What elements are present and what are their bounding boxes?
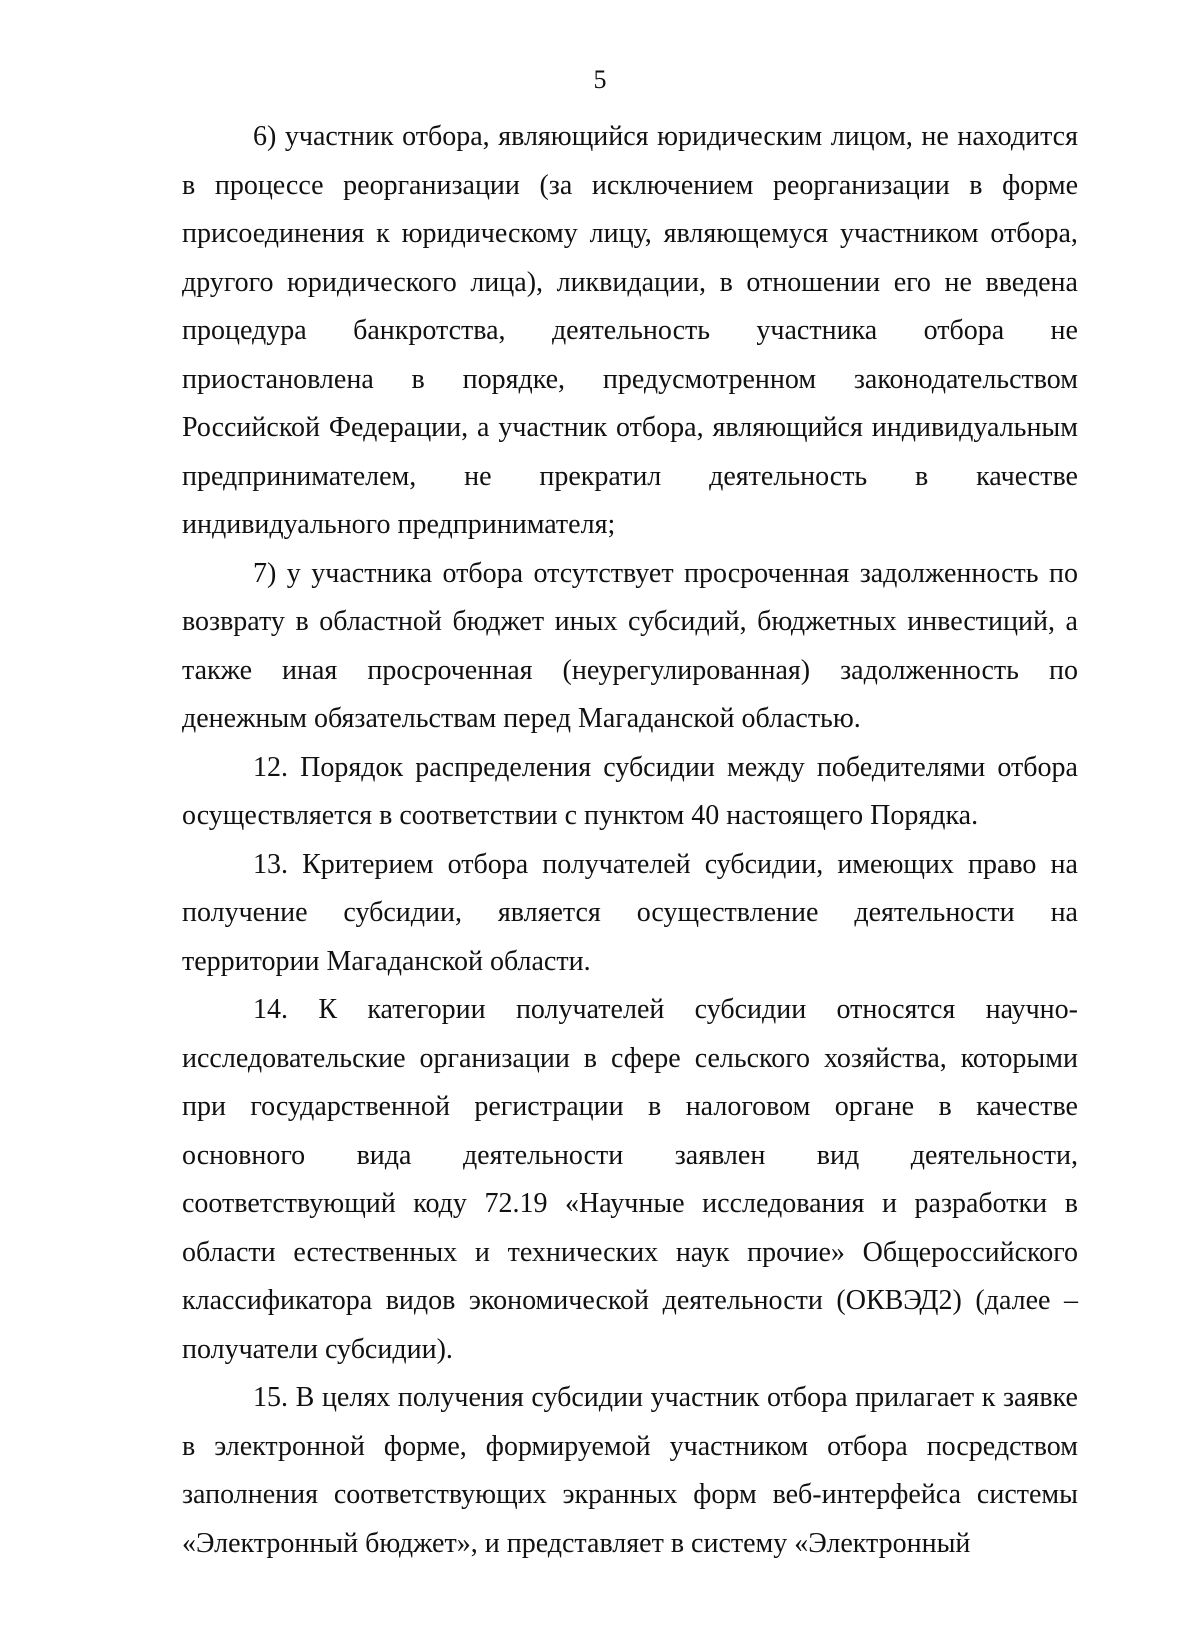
word: иных (554, 606, 618, 637)
word: форме (1002, 169, 1078, 201)
text-line (182, 1035, 1078, 1084)
word: задолженность (859, 557, 1039, 589)
word: 13. (253, 848, 288, 880)
paragraph-p7 (182, 550, 1078, 744)
word: задолженность (840, 654, 1019, 686)
word: и (474, 1236, 490, 1268)
word: деятельность (709, 460, 868, 492)
word: наук (675, 1236, 730, 1268)
word: деятельность (551, 315, 711, 346)
word: процессе (214, 169, 324, 201)
word: его (893, 266, 931, 298)
word: качестве (976, 1091, 1078, 1122)
text-line (182, 1277, 1078, 1326)
word: разработки (914, 1188, 1048, 1219)
word: 12. (253, 751, 288, 783)
word: в (938, 1091, 952, 1122)
word: индивидуального (182, 509, 398, 540)
text-line (182, 1423, 1078, 1472)
word: (неурегулированная) (562, 654, 811, 686)
word: является (497, 897, 601, 928)
word: 7) (253, 557, 277, 589)
word: Магаданской (577, 703, 742, 734)
text-line (182, 307, 1078, 356)
word: целях (321, 1382, 391, 1413)
word: участником (840, 218, 979, 249)
word: государственной (250, 1091, 450, 1122)
word: возврату (182, 606, 285, 637)
word: субсидии (531, 1382, 643, 1413)
word: участник (284, 121, 394, 152)
word: системы (976, 1479, 1078, 1510)
word: на (1050, 897, 1078, 928)
word: отбора (827, 1430, 908, 1462)
word: право (967, 848, 1037, 880)
word: при (182, 1091, 226, 1122)
word: сельского (694, 1042, 811, 1074)
word: не (921, 121, 949, 152)
word: Критерием (302, 848, 434, 880)
word: отсутствует (533, 557, 674, 589)
word: к (981, 1382, 996, 1413)
word: – (1064, 1285, 1078, 1316)
word: (ОКВЭД2) (836, 1285, 962, 1316)
word: распределения (415, 751, 592, 783)
word: Федерации, (328, 412, 469, 443)
word: участник (498, 412, 608, 443)
word: не (944, 266, 972, 298)
word: систему (691, 1527, 795, 1559)
word: заполнения (182, 1479, 318, 1510)
text-line (182, 259, 1078, 308)
word: предусмотренном (602, 363, 817, 395)
word: по (1048, 654, 1078, 686)
word: порядке, (462, 363, 566, 395)
paragraph-p14 (182, 986, 1078, 1374)
word: соответствии (399, 800, 565, 831)
word: участника (311, 557, 433, 589)
word: на (1050, 848, 1078, 880)
word: посредством (926, 1430, 1078, 1462)
word: также (182, 654, 253, 686)
text-line (182, 1083, 1078, 1132)
document-body (182, 113, 1078, 1568)
word: получателей (542, 848, 691, 880)
word: вид (816, 1139, 860, 1171)
word: вида (356, 1139, 412, 1171)
text-line (182, 1180, 1078, 1229)
paragraph-p13 (182, 841, 1078, 987)
word: в (915, 460, 929, 492)
text-line (182, 1471, 1078, 1520)
word: организации (419, 1042, 570, 1074)
word: в (670, 1527, 692, 1559)
word: территории (182, 945, 327, 977)
word: деятельности, (910, 1139, 1078, 1171)
word: отбора, (616, 412, 704, 443)
text-line (182, 647, 1078, 696)
word: отбора, (402, 121, 490, 152)
text-line (182, 210, 1078, 259)
word: прилагает (855, 1382, 975, 1413)
word: субсидии (603, 751, 715, 783)
word: субсидий, (628, 606, 747, 637)
text-line (182, 162, 1078, 211)
word: отбора (997, 751, 1078, 783)
word: отбора, (990, 218, 1078, 249)
word: присоединения (182, 218, 365, 249)
word: не (464, 460, 492, 492)
text-line (182, 501, 1078, 550)
word: видов (385, 1285, 456, 1316)
word: исключением (591, 169, 754, 201)
word: деятельности (854, 897, 1015, 928)
word: в (295, 606, 309, 637)
text-line (182, 1374, 1078, 1423)
text-line (182, 841, 1078, 890)
word: «Электронный (182, 1527, 366, 1559)
word: субсидии, (343, 897, 462, 928)
word: предпринимателем, (182, 460, 417, 492)
word: Российской (182, 412, 320, 443)
word: другого (182, 266, 274, 298)
text-line (182, 695, 1078, 744)
text-line (182, 1520, 1078, 1569)
word: 6) (253, 121, 277, 152)
word: участник (650, 1382, 760, 1413)
word: отбора (923, 315, 1005, 346)
word: у (286, 557, 301, 589)
word: лицу, (589, 218, 652, 249)
text-line (182, 744, 1078, 793)
word: законодательством (853, 363, 1078, 395)
text-line (182, 938, 1078, 987)
word: форме, (383, 1430, 467, 1462)
paragraph-p12 (182, 744, 1078, 841)
word: индивидуальным (871, 412, 1078, 443)
word: регистрации (474, 1091, 624, 1122)
word: экранных (562, 1479, 678, 1510)
word: (за (539, 169, 573, 201)
word: к (376, 218, 390, 249)
word: области. (489, 945, 591, 977)
word: «Электронный (794, 1527, 971, 1559)
word: между (726, 751, 805, 783)
word: Порядка. (870, 800, 979, 831)
word: отбора (442, 557, 524, 589)
word: реорганизации (343, 169, 520, 201)
word: в (379, 800, 400, 831)
word: лицом, (830, 121, 913, 152)
word: В (295, 1382, 315, 1413)
word: являющемуся (663, 218, 829, 249)
word: получатели (182, 1333, 325, 1365)
word: отбора (766, 1382, 848, 1413)
word: юридическим (657, 121, 823, 152)
word: коду (413, 1188, 467, 1219)
word: представляет (506, 1527, 671, 1559)
word: в (719, 266, 733, 298)
word: денежным (182, 703, 314, 734)
word: предпринимателя; (397, 509, 616, 540)
word: 40 (691, 800, 727, 831)
word: деятельности (662, 1285, 823, 1316)
word: классификатора (182, 1285, 373, 1316)
word: в (969, 169, 983, 201)
word: ликвидации, (556, 266, 706, 298)
word: качестве (976, 460, 1078, 492)
word: бюджет (452, 606, 545, 637)
word: с (564, 800, 585, 831)
word: осуществляется (182, 800, 380, 831)
word: в (182, 1430, 196, 1462)
word: исследовательские (182, 1042, 406, 1074)
word: пунктом (584, 800, 692, 831)
word: соответствующий (182, 1188, 396, 1219)
word: приостановлена (182, 363, 374, 395)
word: юридического (287, 266, 457, 298)
word: областью. (741, 703, 861, 734)
word: относятся (836, 994, 956, 1025)
text-line (182, 113, 1078, 162)
word: не (1050, 315, 1078, 346)
word: областной (319, 606, 442, 637)
word: 72.19 (484, 1188, 548, 1219)
word: основного (182, 1139, 306, 1171)
word: имеющих (837, 848, 954, 880)
word: осуществление (636, 897, 819, 928)
word: и (484, 1527, 507, 1559)
word: инвестиций, (907, 606, 1055, 637)
word: заявке (1002, 1382, 1078, 1413)
word: введена (985, 266, 1078, 298)
word: естественных (293, 1236, 458, 1268)
word: в (182, 169, 196, 201)
word: и (881, 1188, 897, 1219)
word: юридическому (401, 218, 578, 249)
text-line (182, 598, 1078, 647)
text-line (182, 792, 1078, 841)
word: налоговом (685, 1091, 811, 1122)
text-line (182, 1229, 1078, 1278)
word: а (1065, 606, 1078, 637)
word: (далее (975, 1285, 1051, 1316)
word: получения (397, 1382, 524, 1413)
word: соответствующих (333, 1479, 547, 1510)
word: 14. (253, 994, 288, 1025)
word: органе (834, 1091, 915, 1122)
word: области (182, 1236, 276, 1268)
word: перед (503, 703, 578, 734)
word: технических (507, 1236, 659, 1268)
word: обязательствам (313, 703, 504, 734)
text-line (182, 986, 1078, 1035)
word: реорганизации (772, 169, 950, 201)
word: получение (182, 897, 308, 928)
text-line (182, 404, 1078, 453)
word: Общероссийского (862, 1236, 1078, 1268)
word: в (583, 1042, 597, 1074)
word: находится (957, 121, 1078, 152)
word: электронной (214, 1430, 365, 1462)
text-line (182, 550, 1078, 599)
word: 15. (253, 1382, 288, 1413)
word: банкротства, (353, 315, 506, 346)
word: лица), (470, 266, 544, 298)
word: просроченная (367, 654, 533, 686)
word: Магаданской (326, 945, 490, 977)
word: в (648, 1091, 662, 1122)
word: в (1064, 1188, 1078, 1219)
word: исследования (702, 1188, 865, 1219)
word: субсидии). (325, 1333, 453, 1365)
text-line (182, 453, 1078, 502)
word: сфере (610, 1042, 681, 1074)
word: участником (669, 1430, 809, 1462)
word: научно- (985, 994, 1078, 1025)
word: победителями (816, 751, 986, 783)
word: «Научные (565, 1188, 685, 1219)
paragraph-p15 (182, 1374, 1078, 1568)
paragraph-p6 (182, 113, 1078, 550)
word: бюджет», (365, 1527, 485, 1559)
word: формируемой (485, 1430, 651, 1462)
page-number: 5 (593, 65, 607, 94)
word: бюджетных (757, 606, 897, 637)
word: Порядок (300, 751, 404, 783)
word: субсидии (694, 994, 807, 1025)
word: прекратил (539, 460, 662, 492)
word: заявлен (674, 1139, 766, 1171)
word: форм (693, 1479, 757, 1510)
word: К (318, 994, 337, 1025)
word: экономической (468, 1285, 650, 1316)
word: деятельности (462, 1139, 624, 1171)
word: категории (367, 994, 486, 1025)
word: хозяйства, (823, 1042, 947, 1074)
text-line (182, 1326, 1078, 1375)
text-line (182, 889, 1078, 938)
word: веб-интерфейса (772, 1479, 962, 1510)
text-line (182, 1132, 1078, 1181)
word: которыми (960, 1042, 1078, 1074)
word: отбора (447, 848, 529, 880)
word: процедура (182, 315, 307, 346)
word: участника (756, 315, 878, 346)
word: прочие» (747, 1236, 845, 1268)
word: настоящего (726, 800, 871, 831)
word: иная (282, 654, 338, 686)
word: просроченная (684, 557, 850, 589)
word: в (411, 363, 425, 395)
word: являющийся (712, 412, 863, 443)
word: субсидии, (704, 848, 824, 880)
word: а (477, 412, 490, 443)
word: получателей (515, 994, 665, 1025)
word: являющийся (498, 121, 649, 152)
word: по (1049, 557, 1078, 589)
word: отношении (746, 266, 881, 298)
text-line (182, 356, 1078, 405)
